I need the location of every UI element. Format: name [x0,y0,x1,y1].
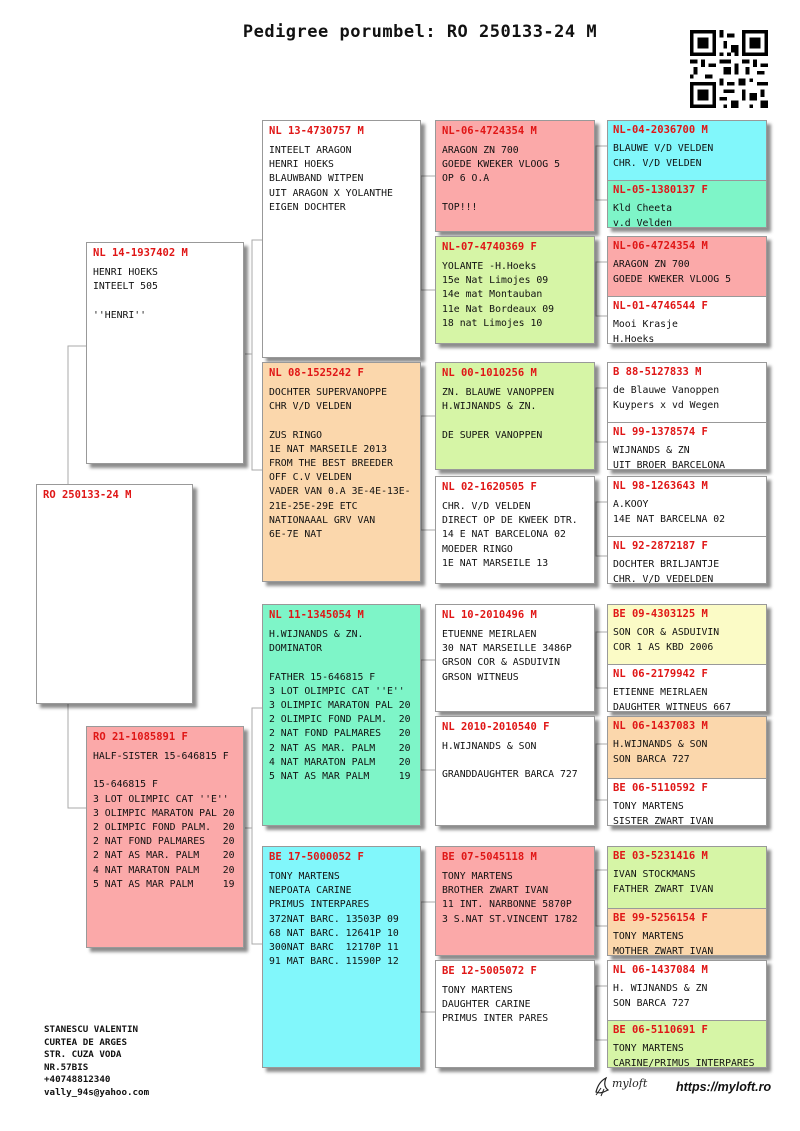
mother-ring-number: RO 21-1085891 F [93,731,188,743]
ring-number: BE 06-5110592 F [613,782,708,794]
ancestor-pair-8 [607,960,767,1068]
subject-ring-number: RO 250133-24 M [43,489,132,501]
ancestor-card-mmm[interactable] [435,960,595,1068]
myloft-logo-text: myloft [612,1077,648,1090]
pigeon-notes: H.WIJNANDS & ZN. DOMINATOR FATHER 15-646815 F 3 LOT OLIMPIC CAT ''E'' 3 OLIMPIC MARATON PAL 20 2 OLIMPIC FOND PALM. 20 2 NAT FOND PALMARES 20 2 NAT AS MAR. PALM 20 4 NAT MARATON PALM 20 5 NAT AS MAR PALM 19 [269,629,411,783]
ring-number: NL 06-1437083 M [613,720,708,732]
ancestor-card-g6[interactable] [608,422,766,470]
pigeon-notes: TONY MARTENS NEPOATA CARINE PRIMUS INTERPARES 372NAT BARC. 13503P 09 68 NAT BARC. 12641P 10 300NAT BARC 12170P 11 91 MAT BARC. 11590P 12 [269,871,399,968]
ancestor-pair-6 [607,716,767,826]
pigeon-notes: IVAN STOCKMANS FATHER ZWART IVAN [613,869,714,895]
ring-number: NL 00-1010256 M [442,367,537,379]
ancestor-card-g3[interactable] [608,237,766,296]
pigeon-notes: H.WIJNANDS & SON GRANDDAUGHTER BARCA 727 [442,741,578,781]
ring-number: BE 99-5256154 F [613,912,708,924]
ancestor-card-g1[interactable] [608,121,766,180]
pigeon-notes: TONY MARTENS SISTER ZWART IVAN [613,801,714,826]
pigeon-notes: DOCHTER BRILJANTJE CHR. V/D VEDELDEN [613,559,720,584]
ancestor-card-g9[interactable] [608,605,766,664]
ancestor-card-g11[interactable] [608,717,766,778]
ancestor-card-ffm[interactable] [435,236,595,344]
ancestor-card-mfm[interactable] [435,716,595,826]
ring-number: NL 08-1525242 F [269,367,364,379]
pigeon-notes: YOLANTE -H.Hoeks 15e Nat Limojes 09 14e mat Montauban 11e Nat Bordeaux 09 18 nat Limojes 10 [442,261,555,329]
subject-pigeon-card[interactable] [36,484,193,704]
pigeon-notes: ARAGON ZN 700 GOEDE KWEKER VLOOG 5 [613,259,731,285]
pigeon-notes: ZN. BLAUWE VANOPPEN H.WIJNANDS & ZN. DE SUPER VANOPPEN [442,387,555,441]
pigeon-notes: WIJNANDS & ZN UIT BROER BARCELONA [613,445,726,470]
ancestor-card-g16[interactable] [608,1020,766,1068]
ring-number: NL-06-4724354 M [442,125,537,137]
pigeon-notes: Mooi Krasje H.Hoeks [613,319,678,344]
ring-number: NL-01-4746544 F [613,300,708,312]
paternal-grandmother-card[interactable] [262,362,421,582]
pigeon-notes: BLAUWE V/D VELDEN CHR. V/D VELDEN [613,143,714,169]
ancestor-card-fff[interactable] [435,120,595,232]
ancestor-card-mff[interactable] [435,604,595,712]
ring-number: BE 03-5231416 M [613,850,708,862]
website-link[interactable]: https://myloft.ro [676,1080,772,1094]
ancestor-card-g2[interactable] [608,180,766,228]
ancestor-card-g15[interactable] [608,961,766,1020]
pigeon-notes: INTEELT ARAGON HENRI HOEKS BLAUWBAND WITPEN UIT ARAGON X YOLANTHE EIGEN DOCHTER [269,145,393,213]
qr-code-icon [690,30,768,108]
ancestor-pair-3 [607,362,767,470]
ring-number: BE 07-5045118 M [442,851,537,863]
ancestor-card-fmf[interactable] [435,362,595,470]
pigeon-notes: TONY MARTENS DAUGHTER CARINE PRIMUS INTER PARES [442,985,549,1025]
ancestor-pair-2 [607,236,767,344]
ring-number: B 88-5127833 M [613,366,702,378]
pigeon-notes: Kld Cheeta v.d Velden [613,203,672,228]
paternal-grandfather-card[interactable] [262,120,421,358]
pigeon-notes: ARAGON ZN 700 GOEDE KWEKER VLOOG 5 OP 6 O.A TOP!!! [442,145,560,213]
pigeon-notes: H.WIJNANDS & SON SON BARCA 727 [613,739,708,765]
ring-number: NL 2010-2010540 F [442,721,550,733]
pigeon-notes: TONY MARTENS MOTHER ZWART IVAN [613,931,714,956]
ancestor-card-g10[interactable] [608,664,766,712]
ancestor-card-g12[interactable] [608,778,766,826]
ancestor-card-g7[interactable] [608,477,766,536]
mother-notes: HALF-SISTER 15-646815 F 15-646815 F 3 LOT OLIMPIC CAT ''E'' 3 OLIMPIC MARATON PAL 20 2 OLIMPIC FOND PALM. 20 2 NAT FOND PALMARES 20 2 NAT AS MAR. PALM 20 4 NAT MARATON PALM 20 5 NAT AS MAR PALM 19 [93,751,235,890]
ring-number: BE 09-4303125 M [613,608,708,620]
ancestor-pair-5 [607,604,767,712]
father-notes: HENRI HOEKS INTEELT 505 ''HENRI'' [93,267,158,321]
ancestor-card-g5[interactable] [608,363,766,422]
ancestor-card-mmf[interactable] [435,846,595,956]
pigeon-notes: de Blauwe Vanoppen Kuypers x vd Wegen [613,385,720,411]
pigeon-notes: CHR. V/D VELDEN DIRECT OP DE KWEEK DTR. 14 E NAT BARCELONA 02 MOEDER RINGO 1E NAT MARSEILE 13 [442,501,578,569]
ring-number: BE 17-5000052 F [269,851,364,863]
ring-number: NL 99-1378574 F [613,426,708,438]
ring-number: NL 06-2179942 F [613,668,708,680]
connector-gen3 [596,146,607,1040]
ring-number: NL-05-1380137 F [613,184,708,196]
pigeon-notes: A.KOOY 14E NAT BARCELNA 02 [613,499,726,525]
pigeon-notes: ETUENNE MEIRLAEN 30 NAT MARSEILLE 3486P GRSON COR & ASDUIVIN GRSON WITNEUS [442,629,572,683]
ring-number: NL 10-2010496 M [442,609,537,621]
ring-number: NL 98-1263643 M [613,480,708,492]
ancestor-card-g14[interactable] [608,908,766,956]
breeder-contact-info: STANESCU VALENTIN CURTEA DE ARGES STR. CUZA VODA NR.57BIS +40748812340 vally_94s@yahoo.com [44,1024,150,1098]
ring-number: BE 12-5005072 F [442,965,537,977]
ring-number: NL-06-4724354 M [613,240,708,252]
pigeon-notes: SON COR & ASDUIVIN COR 1 AS KBD 2006 [613,627,720,653]
maternal-grandmother-card[interactable] [262,846,421,1068]
father-card[interactable] [86,242,244,464]
ring-number: NL 06-1437084 M [613,964,708,976]
ancestor-card-fmm[interactable] [435,476,595,584]
pigeon-notes: ETIENNE MEIRLAEN DAUGHTER WITNEUS 667 [613,687,731,712]
pigeon-notes: TONY MARTENS BROTHER ZWART IVAN 11 INT. NARBONNE 5870P 3 S.NAT ST.VINCENT 1782 [442,871,578,925]
pigeon-notes: DOCHTER SUPERVANOPPE CHR V/D VELDEN ZUS RINGO 1E NAT MARSEILE 2013 FROM THE BEST BREEDER OFF C.V VELDEN VADER VAN 0.A 3E-4E-13E- 21E-25E-29E ETC NATIONAAAL GRV VAN 6E-7E NAT [269,387,411,541]
ring-number: NL-07-4740369 F [442,241,537,253]
ancestor-card-g8[interactable] [608,536,766,584]
ring-number: NL 11-1345054 M [269,609,364,621]
ancestor-pair-7 [607,846,767,956]
ring-number: NL-04-2036700 M [613,124,708,136]
maternal-grandfather-card[interactable] [262,604,421,826]
ancestor-pair-1 [607,120,767,228]
pigeon-notes: TONY MARTENS CARINE/PRIMUS INTERPARES [613,1043,755,1068]
connector-gen2 [421,176,435,1012]
ring-number: NL 92-2872187 F [613,540,708,552]
connector-father [245,240,262,470]
ring-number: NL 13-4730757 M [269,125,364,137]
ancestor-card-g13[interactable] [608,847,766,908]
ancestor-card-g4[interactable] [608,296,766,344]
pigeon-notes: H. WIJNANDS & ZN SON BARCA 727 [613,983,708,1009]
connector-mother [245,708,262,944]
page-title: Pedigree porumbel: RO 250133-24 M [242,22,598,42]
ring-number: BE 06-5110691 F [613,1024,708,1036]
father-ring-number: NL 14-1937402 M [93,247,188,259]
ring-number: NL 02-1620505 F [442,481,537,493]
mother-card[interactable] [86,726,244,948]
ancestor-pair-4 [607,476,767,584]
